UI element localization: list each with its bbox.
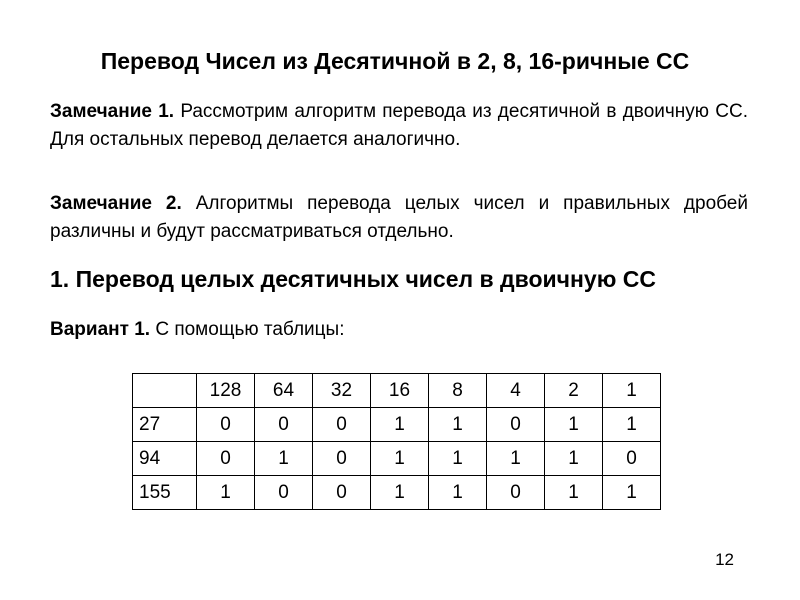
table-header-cell: 1	[603, 374, 661, 408]
section-heading: 1. Перевод целых десятичных чисел в двоичную СС	[50, 266, 656, 292]
variant-label: Вариант 1.	[50, 319, 151, 340]
note-2-label: Замечание 2.	[50, 193, 182, 214]
note-2-text: Алгоритмы перевода целых чисел и правильных дробей различны и будут рассматриваться отдельно.	[50, 193, 748, 242]
slide-title: Перевод Чисел из Десятичной в 2, 8, 16-ричные СС	[100, 48, 690, 74]
variant-paragraph	[50, 316, 344, 344]
table-cell-bit: 0	[487, 476, 545, 510]
table-header-cell: 2	[545, 374, 603, 408]
table-cell-bit: 1	[545, 408, 603, 442]
table-header-cell: 64	[255, 374, 313, 408]
table-header-cell: 4	[487, 374, 545, 408]
table-cell-bit: 0	[313, 442, 371, 476]
binary-conversion-table	[132, 373, 661, 510]
table-cell-bit: 1	[545, 476, 603, 510]
table-cell-bit: 0	[313, 476, 371, 510]
table-cell-bit: 1	[545, 442, 603, 476]
note-1-text: Рассмотрим алгоритм перевода из десятичной в двоичную СС. Для остальных перевод делается аналогично.	[50, 101, 748, 150]
table-row	[133, 476, 661, 510]
table-cell-bit: 1	[603, 408, 661, 442]
table-header-cell: 32	[313, 374, 371, 408]
table-cell-bit: 1	[371, 476, 429, 510]
table-cell-bit: 1	[371, 408, 429, 442]
note-1-paragraph	[50, 98, 748, 154]
note-2-paragraph	[50, 190, 748, 246]
table-cell-decimal: 155	[133, 476, 197, 510]
page-number: 12	[715, 550, 734, 569]
table-header-cell	[133, 374, 197, 408]
table-header-cell: 16	[371, 374, 429, 408]
table-header-cell: 128	[197, 374, 255, 408]
table-cell-bit: 1	[197, 476, 255, 510]
table-cell-bit: 1	[603, 476, 661, 510]
note-1-label: Замечание 1.	[50, 101, 175, 122]
table-cell-bit: 0	[313, 408, 371, 442]
table-cell-bit: 0	[255, 476, 313, 510]
table-header-row	[133, 374, 661, 408]
table-cell-bit: 0	[197, 408, 255, 442]
table-cell-bit: 1	[487, 442, 545, 476]
table-cell-bit: 0	[197, 442, 255, 476]
table-row	[133, 408, 661, 442]
table-cell-bit: 1	[255, 442, 313, 476]
table-cell-decimal: 94	[133, 442, 197, 476]
table-cell-bit: 0	[603, 442, 661, 476]
table-cell-bit: 1	[371, 442, 429, 476]
table-cell-bit: 0	[255, 408, 313, 442]
table-cell-bit: 1	[429, 476, 487, 510]
table-cell-decimal: 27	[133, 408, 197, 442]
table-header-cell: 8	[429, 374, 487, 408]
variant-text: С помощью таблицы:	[155, 319, 345, 340]
table-cell-bit: 1	[429, 442, 487, 476]
table-cell-bit: 0	[487, 408, 545, 442]
table-cell-bit: 1	[429, 408, 487, 442]
table-row	[133, 442, 661, 476]
